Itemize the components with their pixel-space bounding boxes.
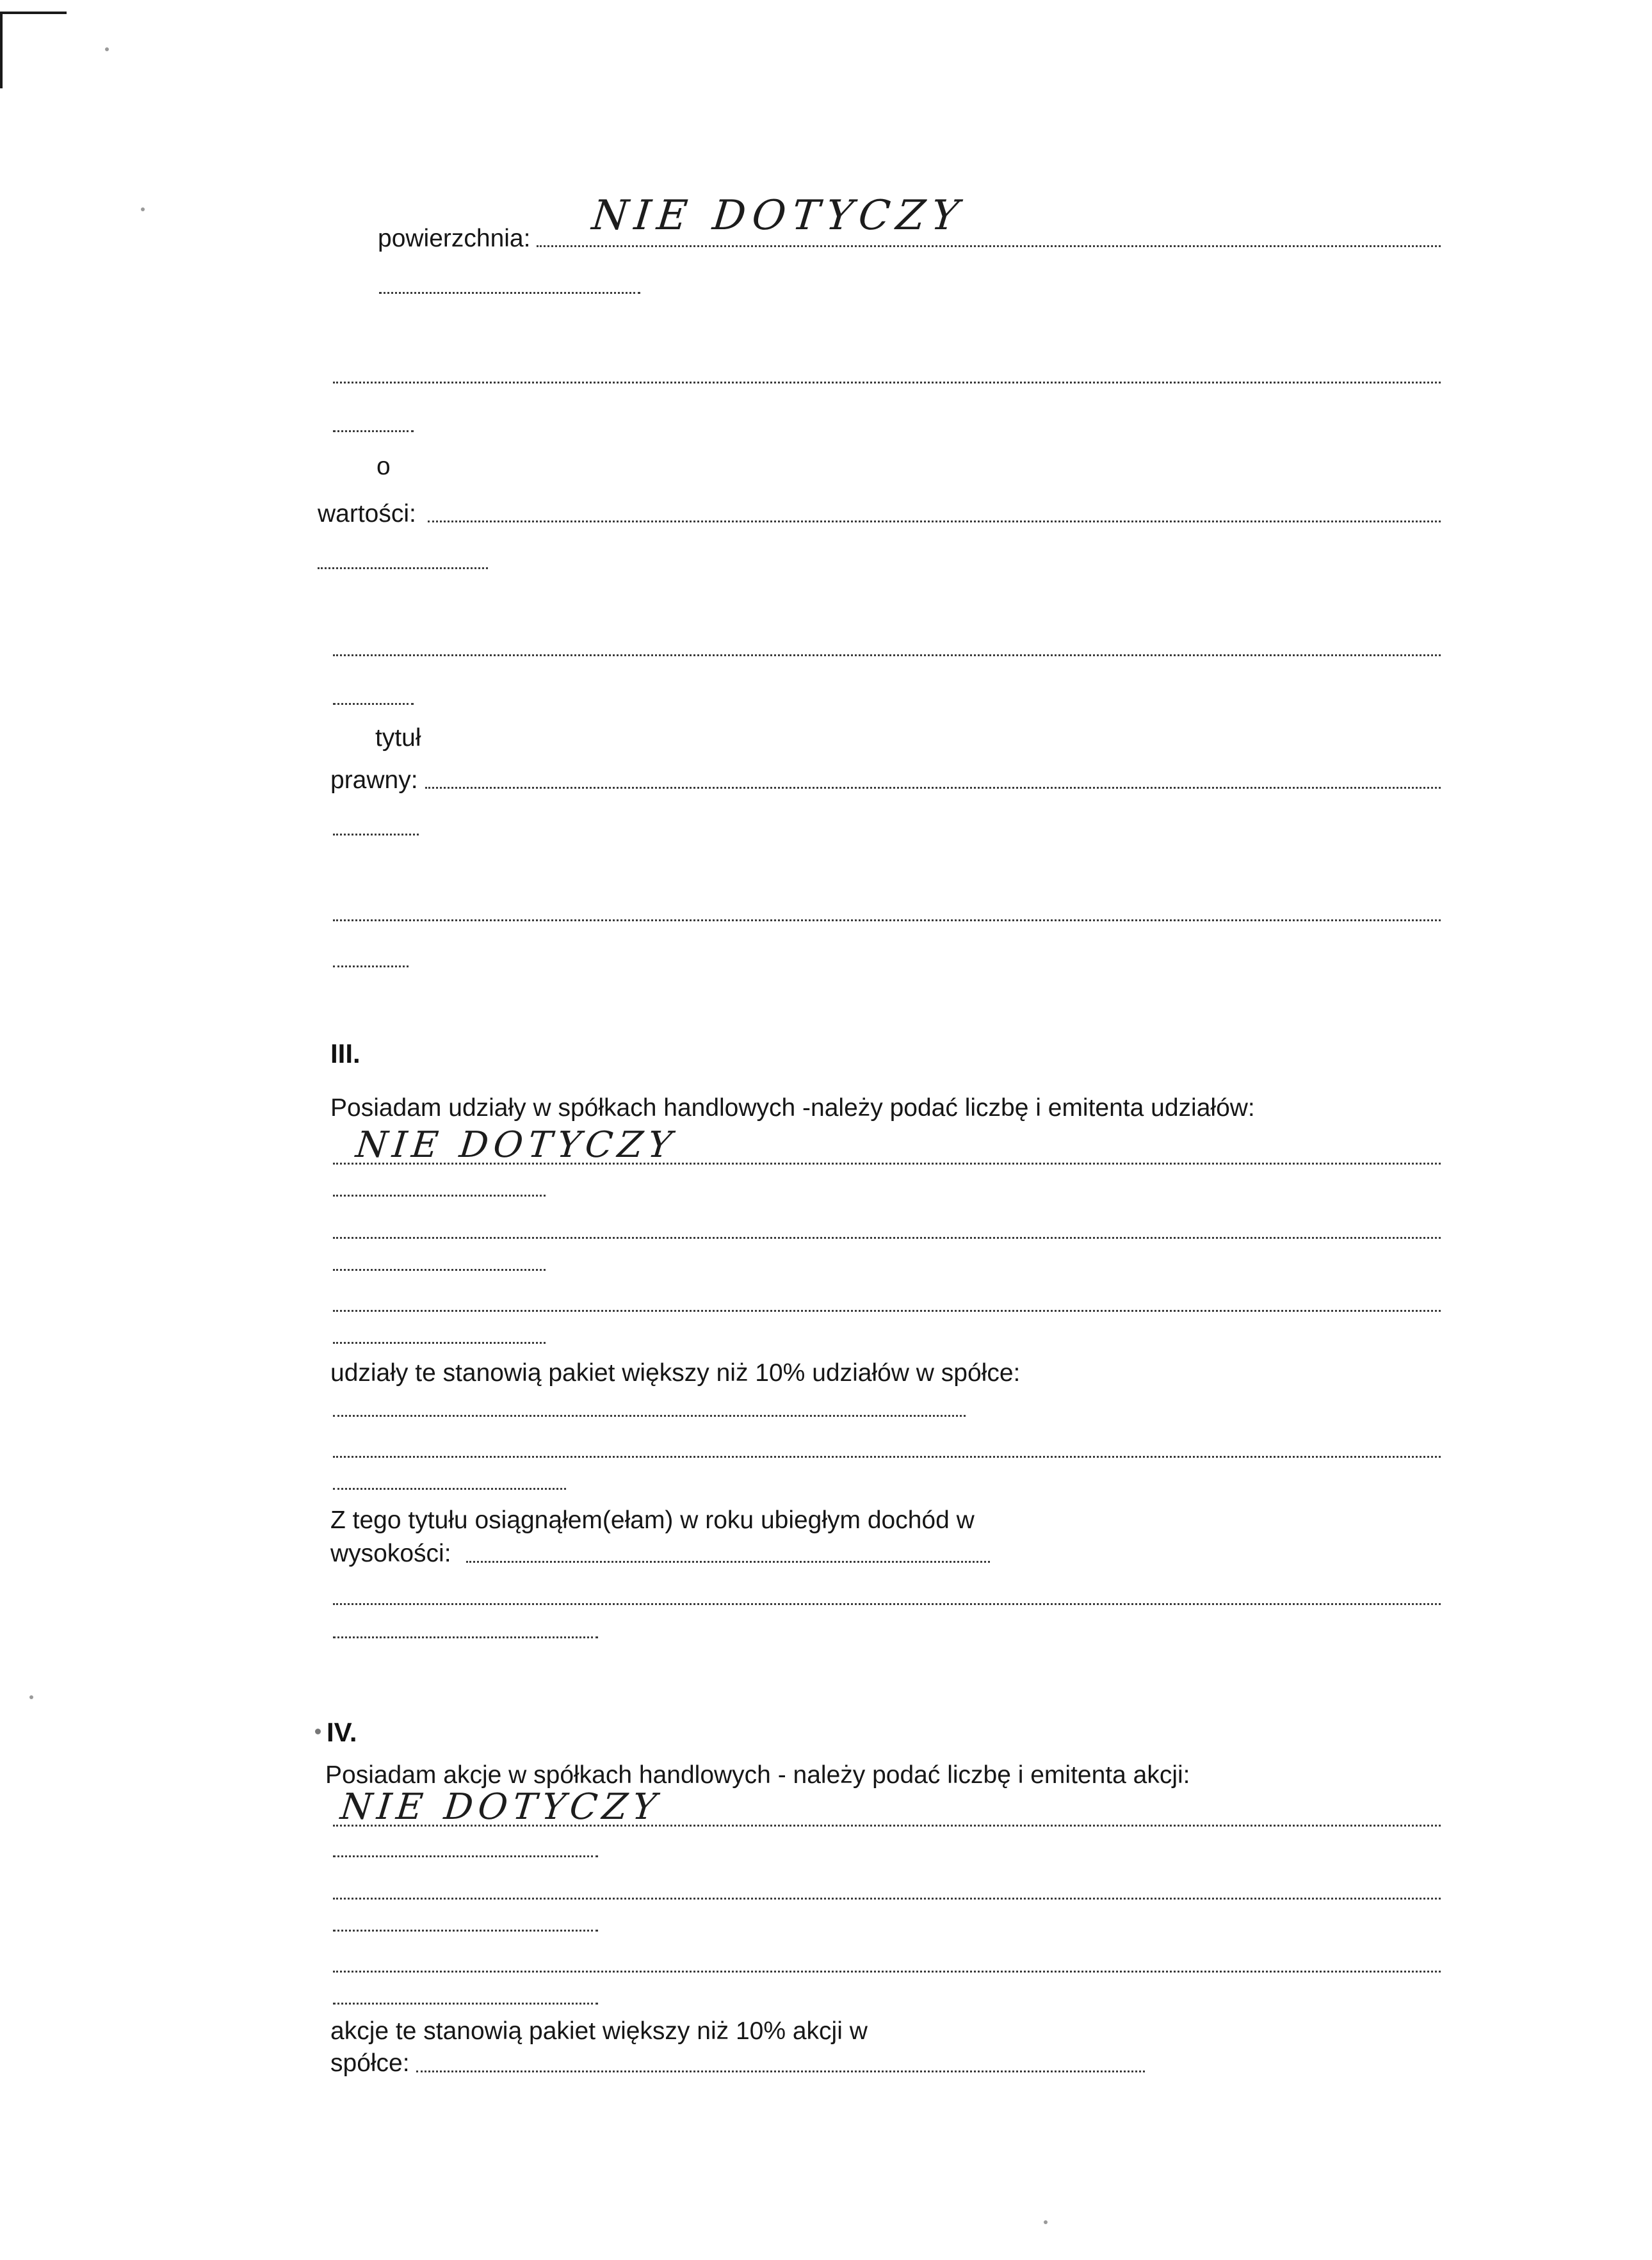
stocks-over-10-percent-dotted-line [416,2070,1145,2072]
shares-dotted-line-continued [333,1195,546,1197]
stocks-over-10-percent-field-label: spółce: [330,2049,410,2077]
section-bullet [315,1729,321,1734]
stocks-instruction: Posiadam akcje w spółkach handlowych - należy podać liczbę i emitenta akcji: [325,1761,1190,1789]
value-dotted-line-continued [318,567,488,569]
scan-speck [1044,2220,1048,2224]
blank-dotted-line [333,1971,1441,1973]
blank-dotted-line [333,1456,1441,1458]
shares-instruction: Posiadam udziały w spółkach handlowych -należy podać liczbę i emitenta udziałów: [330,1094,1255,1122]
shares-over-10-percent-dotted-line [333,1415,966,1417]
blank-dotted-line-short [333,1342,546,1344]
blank-dotted-line [333,1898,1441,1900]
blank-dotted-line [333,919,1441,921]
stocks-over-10-percent-label: akcje te stanowią pakiet większy niż 10% akcji w [330,2017,868,2045]
blank-dotted-line [333,654,1441,656]
legal-title-dotted-line [425,787,1441,789]
blank-dotted-line-short [333,703,414,705]
blank-dotted-line-short [333,965,409,967]
scan-speck [141,207,145,211]
stocks-handwritten-value: NIE DOTYCZY [338,1786,664,1828]
value-prefix: o [377,453,391,480]
scan-speck [29,1695,33,1699]
blank-dotted-line-short [333,430,414,432]
area-dotted-line-continued [379,292,640,294]
value-dotted-line [428,521,1441,522]
stocks-dotted-line-continued [333,1855,598,1857]
blank-dotted-line-short [333,1636,598,1638]
blank-dotted-line [333,1310,1441,1312]
scan-speck [105,47,109,51]
shares-over-10-percent-label: udziały te stanowią pakiet większy niż 10% udziałów w spółce: [330,1359,1021,1387]
blank-dotted-line [333,382,1441,383]
blank-dotted-line-short [333,1269,546,1271]
blank-dotted-line-short [333,1930,598,1932]
legal-title-label: prawny: [330,766,418,794]
shares-handwritten-value: NIE DOTYCZY [353,1124,679,1166]
income-amount-label: wysokości: [330,1540,451,1567]
legal-title-prefix: tytuł [375,724,421,752]
legal-title-dotted-line-continued [333,834,419,835]
blank-dotted-line [333,1603,1441,1605]
income-statement: Z tego tytułu osiągnąłem(ełam) w roku ubiegłym dochód w [330,1506,975,1534]
value-label: wartości: [318,500,416,528]
income-amount-dotted-line [466,1561,990,1563]
area-dotted-line [537,245,1441,247]
blank-dotted-line-short [333,1488,566,1490]
blank-dotted-line-short [333,2003,598,2005]
scan-corner-mark [0,12,67,14]
section-iv-heading: IV. [327,1717,357,1747]
area-handwritten-value: NIE DOTYCZY [590,192,968,239]
section-iii-heading: III. [330,1038,360,1069]
scan-corner-mark [0,12,3,88]
area-label: powierzchnia: [378,225,531,252]
blank-dotted-line [333,1237,1441,1239]
